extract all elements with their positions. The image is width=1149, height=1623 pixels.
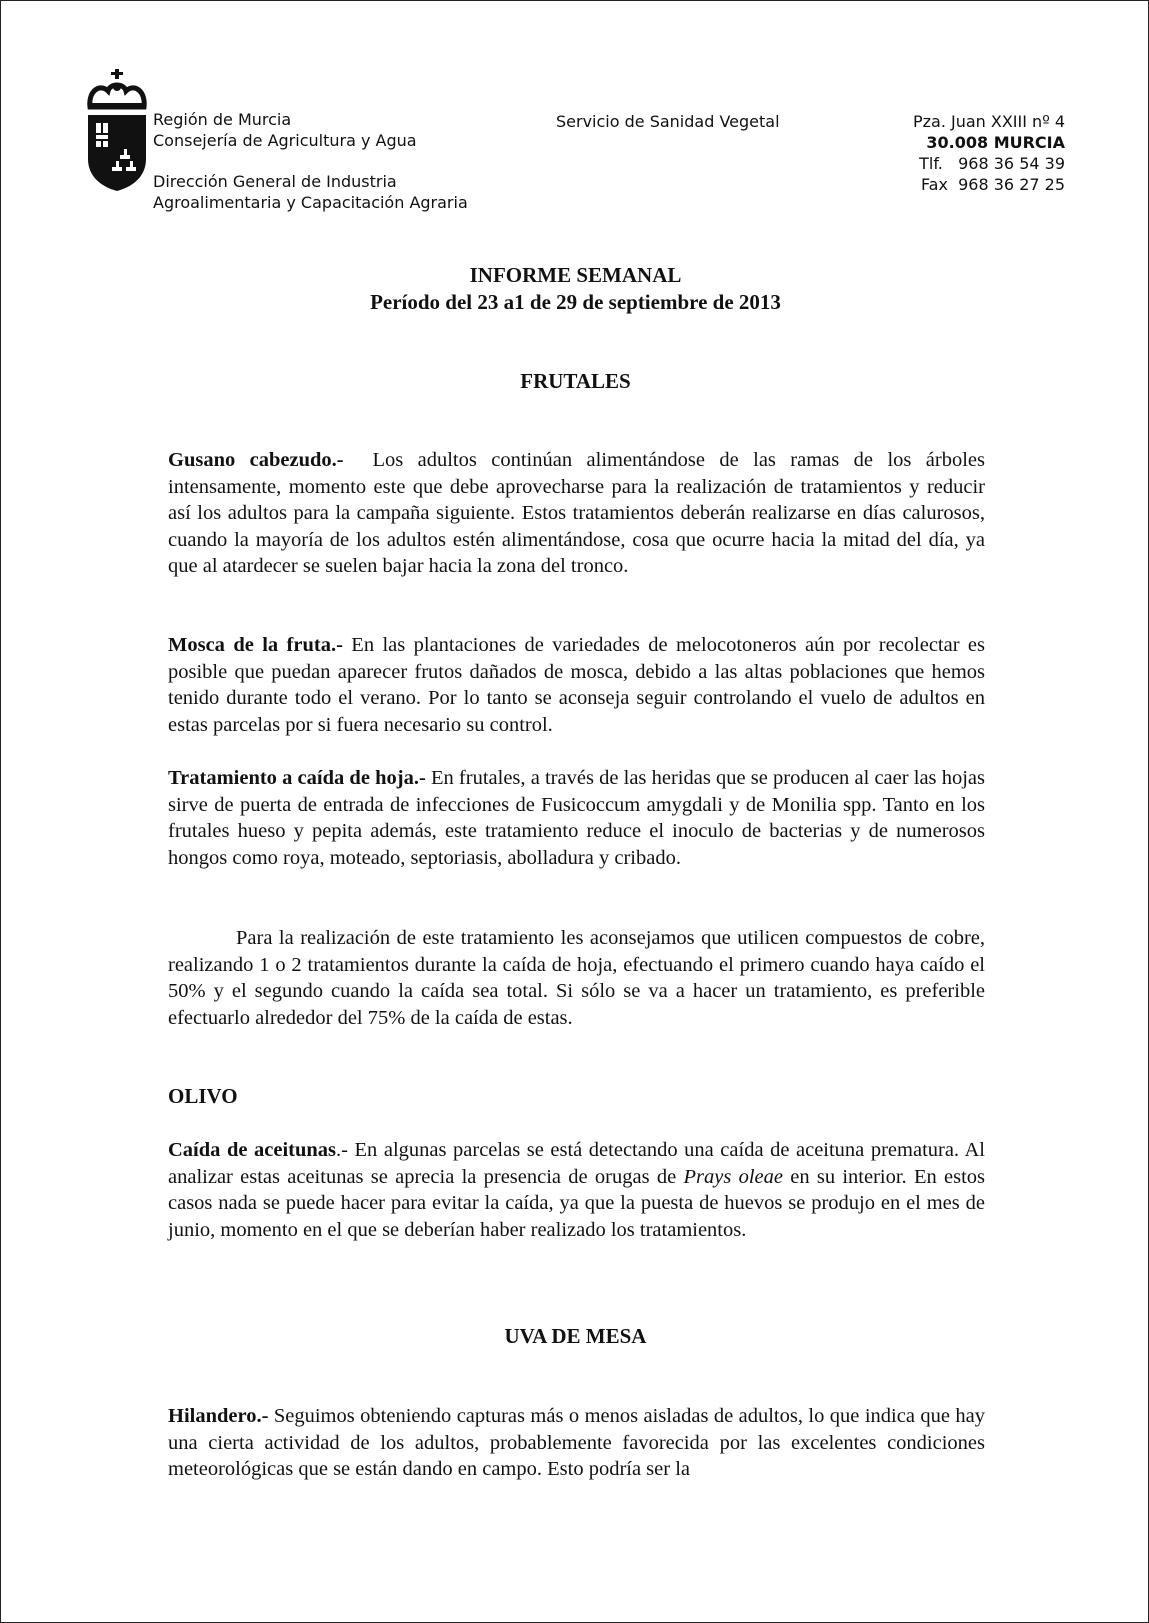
paragraph-consejo-text: Para la realización de este tratamiento les aconsejamos que utilicen compuestos de cobre, realizando 1 o 2 tratamientos durante la caída de hoja, efectuando el primero cuando haya caído el 50% y el segundo cuando la caída sea total. Si sólo se va a hacer un tratamiento, es preferible efectuarlo alrededor del 75% de la caída de estas.: [168, 927, 985, 1029]
paragraph-caida-hoja: [168, 765, 985, 871]
organization-block: [153, 109, 468, 213]
paragraph-consejo: [168, 925, 985, 1031]
paragraph-gusano-title: Gusano cabezudo.-: [168, 449, 344, 471]
paragraph-caida-aceitunas: [168, 1137, 985, 1243]
address-street: Pza. Juan XXIII nº 4: [912, 112, 1065, 131]
address-phone: Tlf. 968 36 54 39: [919, 154, 1065, 173]
paragraph-caida-aceitunas-title: Caída de aceitunas: [168, 1139, 337, 1161]
paragraph-hilandero-text: Seguimos obteniendo capturas más o menos aisladas de adultos, lo que indica que hay una cierta actividad de los adultos, probablemente favorecida por las excelentes condiciones meteorológicas que se están dando en campo. Esto podría ser la: [168, 1405, 985, 1481]
report-title: INFORME SEMANAL: [469, 263, 682, 287]
org-directorate: Dirección General de Industria: [153, 172, 397, 191]
service-name: Servicio de Sanidad Vegetal: [556, 112, 780, 131]
address-fax: Fax 968 36 27 25: [920, 175, 1065, 194]
paragraph-mosca-title: Mosca de la fruta.-: [168, 634, 343, 656]
species-name: Prays oleae: [683, 1165, 783, 1188]
address-block: [851, 111, 1065, 195]
paragraph-caida-aceitunas-text-a: .- En algunas parcelas se está detectando una caída de aceituna prematura. Al analizar estas aceitunas se aprecia la presencia de orugas de: [168, 1139, 985, 1188]
report-period: Período del 23 a1 de 29 de septiembre de 2013: [370, 290, 781, 314]
org-ministry: Consejería de Agricultura y Agua: [153, 131, 417, 150]
paragraph-caida-aceitunas-text-b: en su interior. En estos casos nada se puede hacer para evitar la caída, ya que la puesta de huevos se produjo en el mes de junio, momento en el que se deberían haber realizado los tratamientos.: [168, 1165, 985, 1241]
section-heading-uva: UVA DE MESA: [504, 1324, 647, 1348]
paragraph-caida-hoja-text: En frutales, a través de las heridas que se producen al caer las hojas sirve de puerta de entrada de infecciones de Fusicoccum amygdali y de Monilia spp. Tanto en los frutales hueso y pepita además, este tratamiento reduce el inoculo de bacterias y de numerosos hongos como roya, moteado, septoriasis, abolladura y cribado.: [168, 767, 985, 869]
paragraph-mosca: [168, 632, 985, 738]
section-heading-olivo: OLIVO: [168, 1084, 238, 1108]
paragraph-gusano: [168, 447, 985, 580]
org-region: Región de Murcia: [153, 110, 292, 129]
region-crest-logo: [86, 69, 148, 193]
paragraph-gusano-text: Los adultos continúan alimentándose de las ramas de los árboles intensamente, momento este que debe aprovecharse para la realización de tratamientos y reducir así los adultos para la campaña siguiente. Estos tratamientos deberán realizarse en días calurosos, cuando la mayoría de los adultos estén alimentándose, cosa que ocurre hacia la mitad del día, ya que al atardecer se suelen bajar hacia la zona del tronco.: [168, 449, 985, 578]
paragraph-mosca-text: En las plantaciones de variedades de melocotoneros aún por recolectar es posible que puedan aparecer frutos dañados de mosca, debido a las altas poblaciones que hemos tenido durante todo el verano. Por lo tanto se aconseja seguir controlando el vuelo de adultos en estas parcelas por si fuera necesario su control.: [168, 634, 986, 736]
paragraph-caida-hoja-title: Tratamiento a caída de hoja.-: [168, 767, 426, 789]
org-directorate-cont: Agroalimentaria y Capacitación Agraria: [153, 193, 468, 212]
paragraph-hilandero: [168, 1403, 985, 1483]
address-city: 30.008 MURCIA: [926, 133, 1065, 152]
paragraph-hilandero-title: Hilandero.-: [168, 1405, 269, 1427]
section-heading-frutales: FRUTALES: [520, 369, 631, 393]
